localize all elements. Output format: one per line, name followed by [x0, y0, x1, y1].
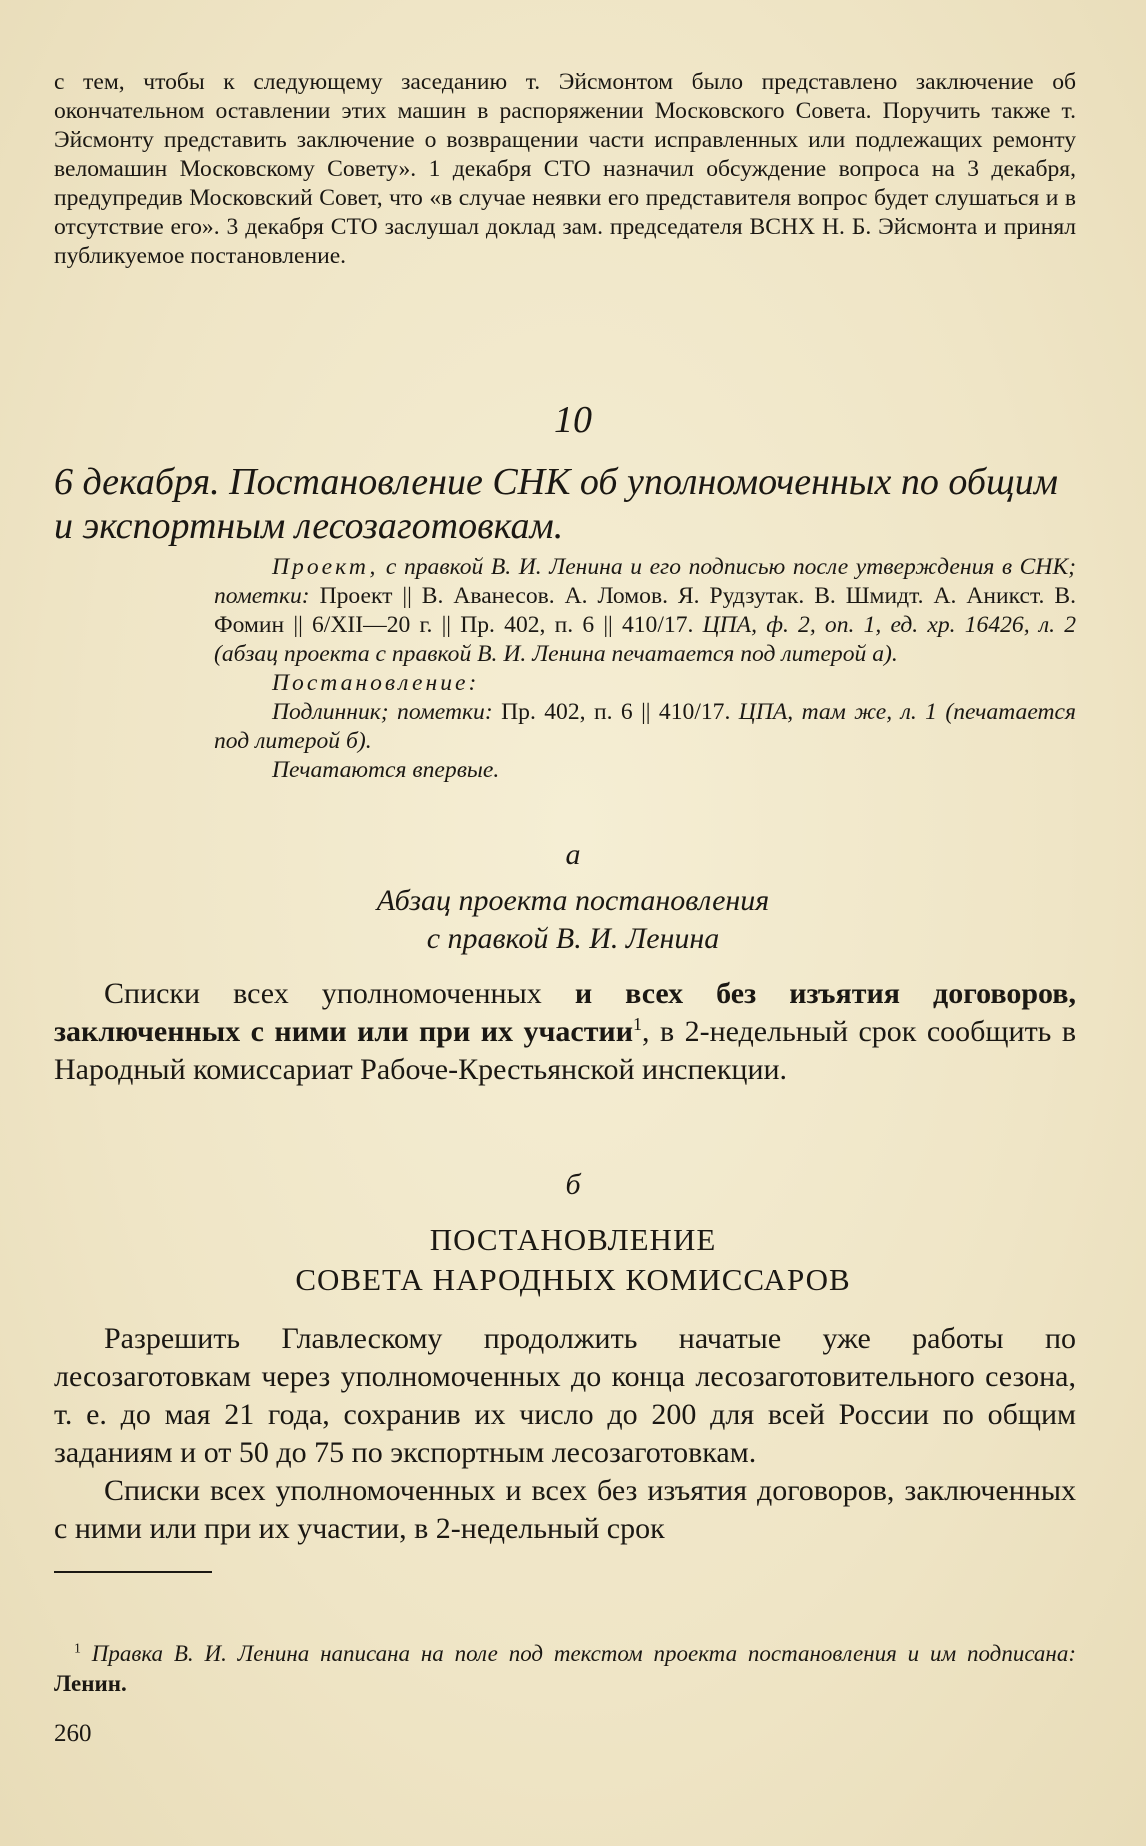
footnote [54, 1639, 1076, 1699]
section-a-subtitle [0, 882, 1146, 958]
page-number: 260 [54, 1720, 92, 1747]
footnote-number: 1 [74, 1640, 81, 1656]
section-a-text-start: Списки всех уполномоченных [104, 977, 575, 1010]
section-a-paragraph [54, 975, 1076, 1089]
section-a-text-end: , в 2-недельный срок сообщить в Народный комиссариат Рабоче-Крестьянской инспекции. [54, 1015, 1076, 1086]
section-a-letter: а [565, 838, 581, 871]
footnote-divider [54, 1571, 212, 1573]
footnote-signature: Ленин. [54, 1671, 127, 1696]
section-b-heading-line2: СОВЕТА НАРОДНЫХ КОМИССАРОВ [295, 1262, 851, 1297]
draft-note: с правкой В. И. Ленина и его подписью после утверждения в СНК; пометки: [214, 554, 1076, 609]
section-a-text-bold: и всех без изъятия договоров, заключенных с ними или при их участии [54, 977, 1076, 1048]
original-marks: Пр. 402, п. 6 || 410/17. [501, 699, 731, 725]
document-number: 10 [554, 399, 592, 441]
section-a-subtitle-line1: Абзац проекта постановления [376, 884, 770, 917]
footnote-ref: 1 [633, 1014, 642, 1034]
first-published: Печатаются впервые. [272, 757, 500, 783]
section-a-text [54, 975, 1076, 1089]
footnote-text: Правка В. И. Ленина написана на поле под текстом проекта постановления и им подписана: [91, 1641, 1077, 1666]
resolution-label: Постановление: [272, 670, 480, 696]
source-notes [214, 553, 1076, 785]
section-b-heading-line1: ПОСТАНОВЛЕНИЕ [429, 1222, 717, 1257]
section-b-paragraph1: Разрешить Главлескому продолжить начатые уже работы по лесозаготовкам через уполномоченных до конца лесозаготовительного сезона, т. е. до мая 21 года, сохранив их число до 200 для всей России по общим заданиям и от 50 до 75 по экспортным лесозаготовкам. [54, 1322, 1076, 1469]
section-b-text [54, 1320, 1076, 1548]
section-a-subtitle-line2: с правкой В. И. Ленина [426, 922, 720, 955]
document-title: 6 декабря. Постановление СНК об уполномоченных по общим и экспортным лесозаготовкам. [54, 461, 1058, 547]
draft-archive: ЦПА, ф. 2, оп. 1, ед. хр. 16426, л. 2 (абзац проекта с правкой В. И. Ленина печатается под литерой а). [214, 612, 1076, 667]
original-note: Подлинник; пометки: [272, 699, 493, 725]
section-b-heading [0, 1220, 1146, 1300]
intro-paragraph [54, 68, 1076, 271]
draft-marks: Проект || В. Аванесов. А. Ломов. Я. Рудзутак. В. Шмидт. А. Аникст. В. Фомин || 6/XII—20 г. || Пр. 402, п. 6 || 410/17. [214, 583, 1076, 638]
draft-source [214, 553, 1076, 669]
section-b-paragraph2: Списки всех уполномоченных и всех без изъятия договоров, заключенных с ними или при их участии, в 2-недельный срок [54, 1474, 1076, 1545]
resolution-label-line [214, 669, 1076, 698]
section-b-letter: б [565, 1168, 581, 1201]
intro-text: с тем, чтобы к следующему заседанию т. Эйсмонтом было представлено заключение об окончательном оставлении этих машин в распоряжении Московского Совета. Поручить также т. Эйсмонту представить заключение о возвращении части исправленных или подлежащих ремонту веломашин Московскому Совету». 1 декабря СТО назначил обсуждение вопроса на 3 декабря, предупредив Московский Совет, что «в случае неявки его представителя вопрос будет слушаться и в отсутствие его». 3 декабря СТО заслушал доклад зам. председателя ВСНХ Н. Б. Эйсмонта и принял публикуемое постановление. [54, 69, 1076, 269]
draft-label: Проект, [272, 554, 379, 580]
original-source [214, 698, 1076, 756]
original-archive: ЦПА, там же, л. 1 (печатается под литерой б). [214, 699, 1076, 754]
